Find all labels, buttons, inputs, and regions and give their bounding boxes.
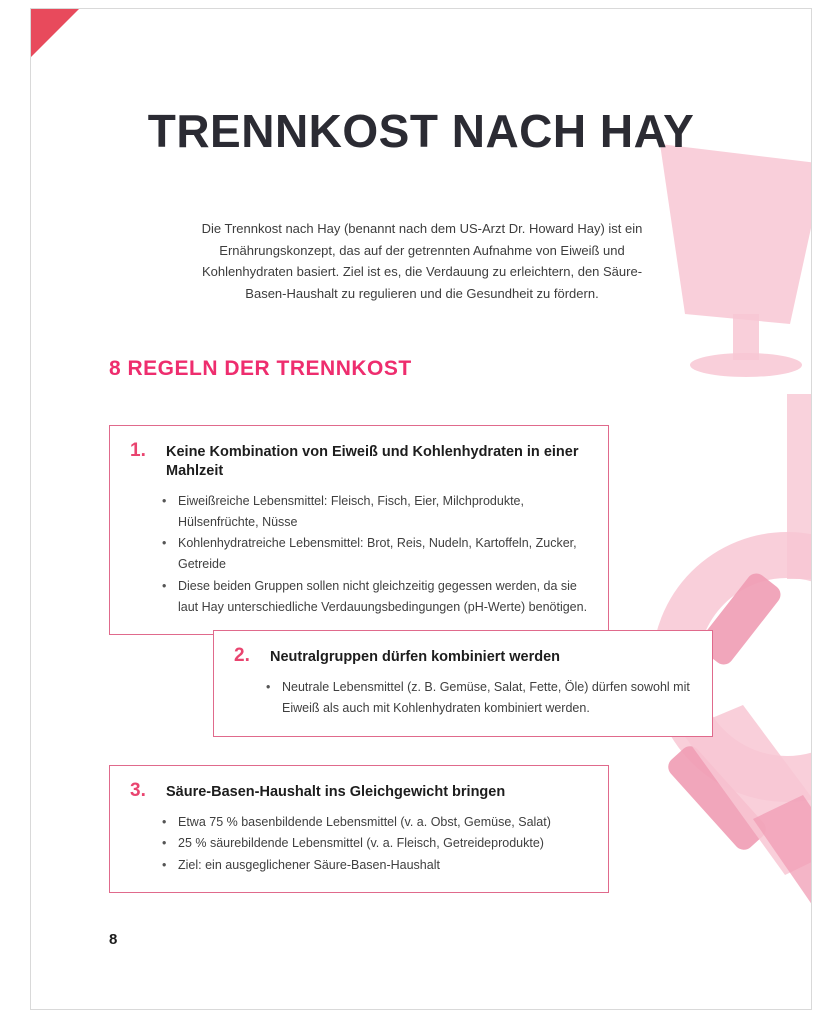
section-heading: 8 REGELN DER TRENNKOST <box>109 357 412 380</box>
page-title: TRENNKOST NACH HAY <box>147 105 695 157</box>
page <box>30 8 812 1010</box>
rule-box-1 <box>109 425 609 635</box>
rule-3-header <box>130 780 588 802</box>
bullet-item: • Diese beiden Gruppen sollen nicht gleichzeitig gegessen werden, da sie laut Hay unterschiedliche Verdauungsbedingungen (pH-Werte) benötigen. <box>160 576 588 619</box>
bullet-item: • Neutrale Lebensmittel (z. B. Gemüse, Salat, Fette, Öle) dürfen sowohl mit Eiweiß als auch mit Kohlenhydraten kombiniert werden. <box>264 677 692 720</box>
intro-paragraph: Die Trennkost nach Hay (benannt nach dem US-Arzt Dr. Howard Hay) ist ein Ernährungskonzept, das auf der getrennten Aufnahme von Eiweiß und Kohlenhydraten basiert. Ziel ist es, die Verdauung zu erleichtern, den Säure-Basen-Haushalt zu regulieren und die Gesundheit zu fördern. <box>201 221 643 301</box>
page-content <box>31 9 811 1009</box>
bullet-item: • Ziel: ein ausgeglichener Säure-Basen-Haushalt <box>160 855 588 876</box>
rule-3-number: 3. <box>130 780 146 801</box>
rule-2-bullet-list <box>264 677 692 720</box>
rule-2-header <box>234 645 692 667</box>
rule-1-bullet-list <box>160 491 588 619</box>
rule-box-3 <box>109 765 609 893</box>
bullet-item: • 25 % säurebildende Lebensmittel (v. a. Fleisch, Getreideprodukte) <box>160 833 588 854</box>
bullet-item: • Etwa 75 % basenbildende Lebensmittel (v. a. Obst, Gemüse, Salat) <box>160 812 588 833</box>
rule-box-2 <box>213 630 713 737</box>
corner-triangle-decoration <box>31 9 79 57</box>
rule-3-title: Säure-Basen-Haushalt ins Gleichgewicht bringen <box>166 784 506 800</box>
rule-1-number: 1. <box>130 440 146 461</box>
bullet-item: • Eiweißreiche Lebensmittel: Fleisch, Fisch, Eier, Milchprodukte, Hülsenfrüchte, Nüsse <box>160 491 588 534</box>
rule-3-bullet-list <box>160 812 588 876</box>
bullet-item: • Kohlenhydratreiche Lebensmittel: Brot, Reis, Nudeln, Kartoffeln, Zucker, Getreide <box>160 533 588 576</box>
page-number: 8 <box>109 931 118 948</box>
rule-1-title: Keine Kombination von Eiweiß und Kohlenhydraten in einer Mahlzeit <box>166 444 579 479</box>
rule-1-header <box>130 440 588 481</box>
rule-2-number: 2. <box>234 645 250 666</box>
rule-2-title: Neutralgruppen dürfen kombiniert werden <box>270 649 561 665</box>
